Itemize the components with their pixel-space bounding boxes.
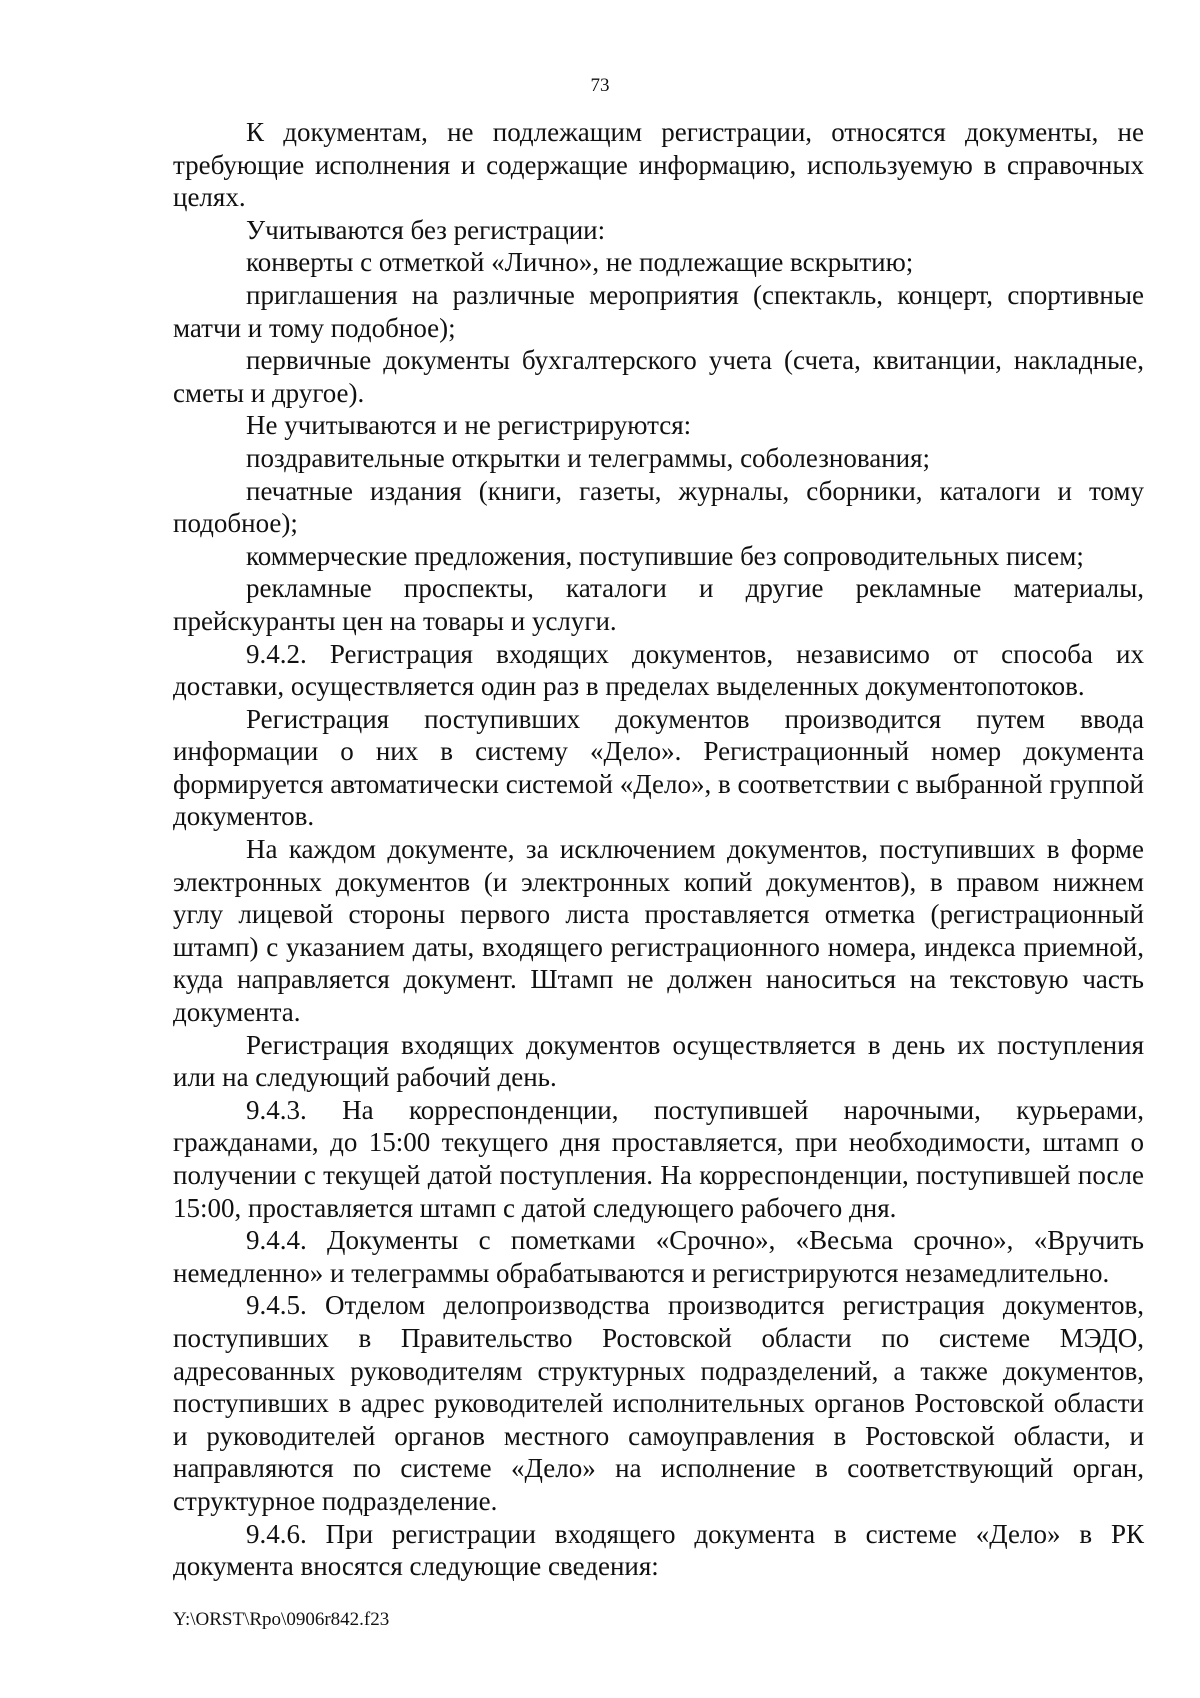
paragraph-not-registered-definition: К документам, не подлежащим регистрации, относятся документы, не требующие исполнения и содержащие информацию, используемую в справочных целях.: [173, 117, 1144, 213]
paragraph-section-9-4-2: 9.4.2. Регистрация входящих документов, независимо от способа их доставки, осуществляется один раз в пределах выделенных документопотоков.: [173, 638, 1144, 702]
paragraph-section-9-4-6: 9.4.6. При регистрации входящего документа в системе «Дело» в РК документа вносятся следующие сведения:: [173, 1518, 1144, 1582]
paragraph-registration-timing: Регистрация входящих документов осуществляется в день их поступления или на следующий рабочий день.: [173, 1029, 1144, 1093]
paragraph-section-9-4-5: 9.4.5. Отделом делопроизводства производится регистрация документов, поступивших в Правительство Ростовской области по системе МЭДО, адресованных руководителям структурных подразделений, а также документов, поступивших в адрес руководителей исполнительных органов Ростовской области и руководителей органов местного самоуправления в Ростовской области, и направляются по системе «Дело» на исполнение в соответствующий орган, структурное подразделение.: [173, 1290, 1144, 1516]
paragraph-greeting-cards: поздравительные открытки и телеграммы, соболезнования;: [246, 442, 931, 473]
paragraph-not-counted: Не учитываются и не регистрируются:: [246, 410, 692, 441]
paragraph-accounting-documents: первичные документы бухгалтерского учета (счета, квитанции, накладные, сметы и другое).: [173, 345, 1144, 408]
paragraph-commercial-offers: коммерческие предложения, поступившие без сопроводительных писем;: [246, 540, 1084, 571]
paragraph-registration-stamp: На каждом документе, за исключением документов, поступивших в форме электронных документов (и электронных копий документов), в правом нижнем углу лицевой стороны первого листа проставляется отметка (регистрационный штамп) с указанием даты, входящего регистрационного номера, индекса приемной, куда направляется документ. Штамп не должен наноситься на текстовую часть документа.: [173, 834, 1144, 1028]
paragraph-registration-delo: Регистрация поступивших документов производится путем ввода информации о них в систему «Дело». Регистрационный номер документа формируется автоматически системой «Дело», в соответствии с выбранной группой документов.: [173, 703, 1144, 832]
paragraph-invitations: приглашения на различные мероприятия (спектакль, концерт, спортивные матчи и тому подобное);: [173, 279, 1144, 343]
paragraph-advertising: рекламные проспекты, каталоги и другие рекламные материалы, прейскуранты цен на товары и услуги.: [173, 573, 1144, 636]
paragraph-section-9-4-4: 9.4.4. Документы с пометками «Срочно», «Весьма срочно», «Вручить немедленно» и телеграммы обрабатываются и регистрируются незамедлительно.: [173, 1225, 1144, 1288]
document-body: [173, 116, 1144, 1583]
paragraph-personal-envelopes: конверты с отметкой «Лично», не подлежащие вскрытию;: [246, 247, 914, 278]
footer-file-path: Y:\ORST\Rpo\0906r842.f23: [173, 1609, 390, 1630]
paragraph-printed-editions: печатные издания (книги, газеты, журналы, сборники, каталоги и тому подобное);: [173, 475, 1144, 539]
paragraph-section-9-4-3: 9.4.3. На корреспонденции, поступившей нарочными, курьерами, гражданами, до 15:00 текущего дня проставляется, при необходимости, штамп о получении с текущей датой поступления. На корреспонденции, поступившей после 15:00, проставляется штамп с датой следующего рабочего дня.: [173, 1094, 1144, 1223]
page-number: 73: [590, 75, 610, 96]
paragraph-counted-without-registration: Учитываются без регистрации:: [246, 214, 606, 245]
